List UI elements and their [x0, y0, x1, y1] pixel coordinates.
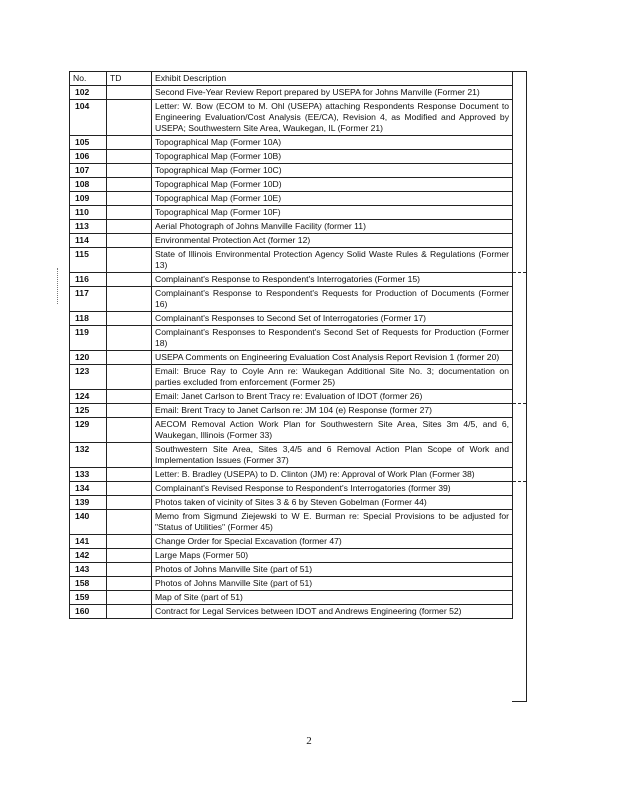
table-row — [70, 287, 513, 312]
row-td — [107, 312, 152, 326]
row-td — [107, 591, 152, 605]
row-description: Memo from Sigmund Ziejewski to W E. Burman re: Special Provisions to be adjusted for "Status of Utilities" (Former 45) — [152, 510, 513, 535]
row-number: 118 — [70, 312, 107, 326]
header-no: No. — [70, 72, 107, 86]
row-number: 116 — [70, 273, 107, 287]
table-row — [70, 86, 513, 100]
row-td — [107, 178, 152, 192]
scan-dash-line — [69, 272, 526, 273]
table-row — [70, 605, 513, 619]
row-td — [107, 86, 152, 100]
row-td — [107, 577, 152, 591]
row-number: 129 — [70, 418, 107, 443]
row-td — [107, 220, 152, 234]
table-row — [70, 577, 513, 591]
table-row — [70, 100, 513, 136]
row-td — [107, 365, 152, 390]
table-row — [70, 351, 513, 365]
row-number: 159 — [70, 591, 107, 605]
row-description: Southwestern Site Area, Sites 3,4/5 and 6 Removal Action Plan Scope of Work and Implementation Issues (Former 37) — [152, 443, 513, 468]
row-description: Map of Site (part of 51) — [152, 591, 513, 605]
page-number: 2 — [306, 735, 312, 747]
row-number: 109 — [70, 192, 107, 206]
table-row — [70, 418, 513, 443]
table-row — [70, 365, 513, 390]
row-number: 133 — [70, 468, 107, 482]
row-td — [107, 351, 152, 365]
row-number: 105 — [70, 136, 107, 150]
row-number: 132 — [70, 443, 107, 468]
row-description: Topographical Map (Former 10F) — [152, 206, 513, 220]
row-number: 120 — [70, 351, 107, 365]
row-number: 124 — [70, 390, 107, 404]
row-td — [107, 150, 152, 164]
row-description: Topographical Map (Former 10B) — [152, 150, 513, 164]
row-td — [107, 192, 152, 206]
table-row — [70, 326, 513, 351]
table-row — [70, 404, 513, 418]
scan-dash-line — [69, 403, 526, 404]
row-description: Complainant's Responses to Respondent's Second Set of Requests for Production (Former 18) — [152, 326, 513, 351]
row-number: 114 — [70, 234, 107, 248]
row-description: Second Five-Year Review Report prepared by USEPA for Johns Manville (Former 21) — [152, 86, 513, 100]
row-number: 140 — [70, 510, 107, 535]
table-row — [70, 510, 513, 535]
row-td — [107, 549, 152, 563]
row-description: Email: Brent Tracy to Janet Carlson re: JM 104 (e) Response (former 27) — [152, 404, 513, 418]
row-td — [107, 535, 152, 549]
row-number: 134 — [70, 482, 107, 496]
row-number: 143 — [70, 563, 107, 577]
row-description: Change Order for Special Excavation (former 47) — [152, 535, 513, 549]
row-description: State of Illinois Environmental Protection Agency Solid Waste Rules & Regulations (Former 13) — [152, 248, 513, 273]
table-row — [70, 563, 513, 577]
table-row — [70, 312, 513, 326]
row-number: 106 — [70, 150, 107, 164]
table-row — [70, 150, 513, 164]
row-td — [107, 404, 152, 418]
row-td — [107, 164, 152, 178]
row-description: Email: Bruce Ray to Coyle Ann re: Waukegan Additional Site No. 3; documentation on parties excluded from enforcement (Former 25) — [152, 365, 513, 390]
table-row — [70, 468, 513, 482]
row-number: 117 — [70, 287, 107, 312]
row-number: 107 — [70, 164, 107, 178]
table-row — [70, 273, 513, 287]
table-row — [70, 482, 513, 496]
row-td — [107, 496, 152, 510]
row-number: 119 — [70, 326, 107, 351]
row-description: USEPA Comments on Engineering Evaluation Cost Analysis Report Revision 1 (former 20) — [152, 351, 513, 365]
table-row — [70, 443, 513, 468]
row-description: Complainant's Response to Respondent's Requests for Production of Documents (Former 16) — [152, 287, 513, 312]
row-description: AECOM Removal Action Work Plan for Southwestern Site Area, Sites 3m 4/5, and 6, Waukegan, Illinois (Former 33) — [152, 418, 513, 443]
row-number: 142 — [70, 549, 107, 563]
row-description: Letter: B. Bradley (USEPA) to D. Clinton (JM) re: Approval of Work Plan (Former 38) — [152, 468, 513, 482]
table-row — [70, 591, 513, 605]
row-description: Topographical Map (Former 10A) — [152, 136, 513, 150]
row-description: Photos taken of vicinity of Sites 3 & 6 by Steven Gobelman (Former 44) — [152, 496, 513, 510]
row-description: Large Maps (Former 50) — [152, 549, 513, 563]
exhibit-table — [69, 71, 513, 619]
row-description: Complainant's Response to Respondent's Interrogatories (Former 15) — [152, 273, 513, 287]
row-td — [107, 273, 152, 287]
row-td — [107, 287, 152, 312]
row-description: Environmental Protection Act (former 12) — [152, 234, 513, 248]
table-row — [70, 496, 513, 510]
table-row — [70, 206, 513, 220]
row-td — [107, 418, 152, 443]
row-td — [107, 443, 152, 468]
row-td — [107, 510, 152, 535]
table-row — [70, 549, 513, 563]
row-description: Topographical Map (Former 10C) — [152, 164, 513, 178]
table-row — [70, 164, 513, 178]
row-description: Aerial Photograph of Johns Manville Facility (former 11) — [152, 220, 513, 234]
row-description: Email: Janet Carlson to Brent Tracy re: Evaluation of IDOT (former 26) — [152, 390, 513, 404]
row-number: 141 — [70, 535, 107, 549]
row-number: 160 — [70, 605, 107, 619]
row-td — [107, 100, 152, 136]
exhibit-table-container — [69, 71, 512, 619]
row-number: 158 — [70, 577, 107, 591]
row-td — [107, 234, 152, 248]
row-number: 102 — [70, 86, 107, 100]
row-description: Topographical Map (Former 10E) — [152, 192, 513, 206]
row-description: Topographical Map (Former 10D) — [152, 178, 513, 192]
row-number: 113 — [70, 220, 107, 234]
row-td — [107, 468, 152, 482]
left-margin-marks — [57, 268, 61, 304]
row-number: 123 — [70, 365, 107, 390]
table-row — [70, 192, 513, 206]
header-description: Exhibit Description — [152, 72, 513, 86]
row-number: 139 — [70, 496, 107, 510]
table-row — [70, 136, 513, 150]
row-description: Complainant's Revised Response to Respondent's Interrogatories (former 39) — [152, 482, 513, 496]
table-header-row — [70, 72, 513, 86]
row-td — [107, 605, 152, 619]
row-number: 108 — [70, 178, 107, 192]
scan-dash-line — [69, 481, 526, 482]
right-margin-column — [512, 71, 527, 702]
row-td — [107, 563, 152, 577]
row-td — [107, 390, 152, 404]
row-td — [107, 136, 152, 150]
table-row — [70, 220, 513, 234]
row-description: Letter: W. Bow (ECOM to M. Ohl (USEPA) attaching Respondents Response Document to Engineering Evaluation/Cost Analysis (EE/CA), Revision 4, as Modified and Approved by USEPA; Southwestern Site Area, Waukegan, IL (Former 21) — [152, 100, 513, 136]
row-description: Contract for Legal Services between IDOT and Andrews Engineering (former 52) — [152, 605, 513, 619]
table-row — [70, 234, 513, 248]
row-td — [107, 326, 152, 351]
row-td — [107, 248, 152, 273]
table-row — [70, 535, 513, 549]
row-description: Complainant's Responses to Second Set of Interrogatories (Former 17) — [152, 312, 513, 326]
row-number: 125 — [70, 404, 107, 418]
row-td — [107, 482, 152, 496]
row-description: Photos of Johns Manville Site (part of 51) — [152, 577, 513, 591]
table-row — [70, 248, 513, 273]
table-row — [70, 390, 513, 404]
row-td — [107, 206, 152, 220]
row-number: 115 — [70, 248, 107, 273]
header-td: TD — [107, 72, 152, 86]
table-row — [70, 178, 513, 192]
row-number: 104 — [70, 100, 107, 136]
row-description: Photos of Johns Manville Site (part of 51) — [152, 563, 513, 577]
row-number: 110 — [70, 206, 107, 220]
